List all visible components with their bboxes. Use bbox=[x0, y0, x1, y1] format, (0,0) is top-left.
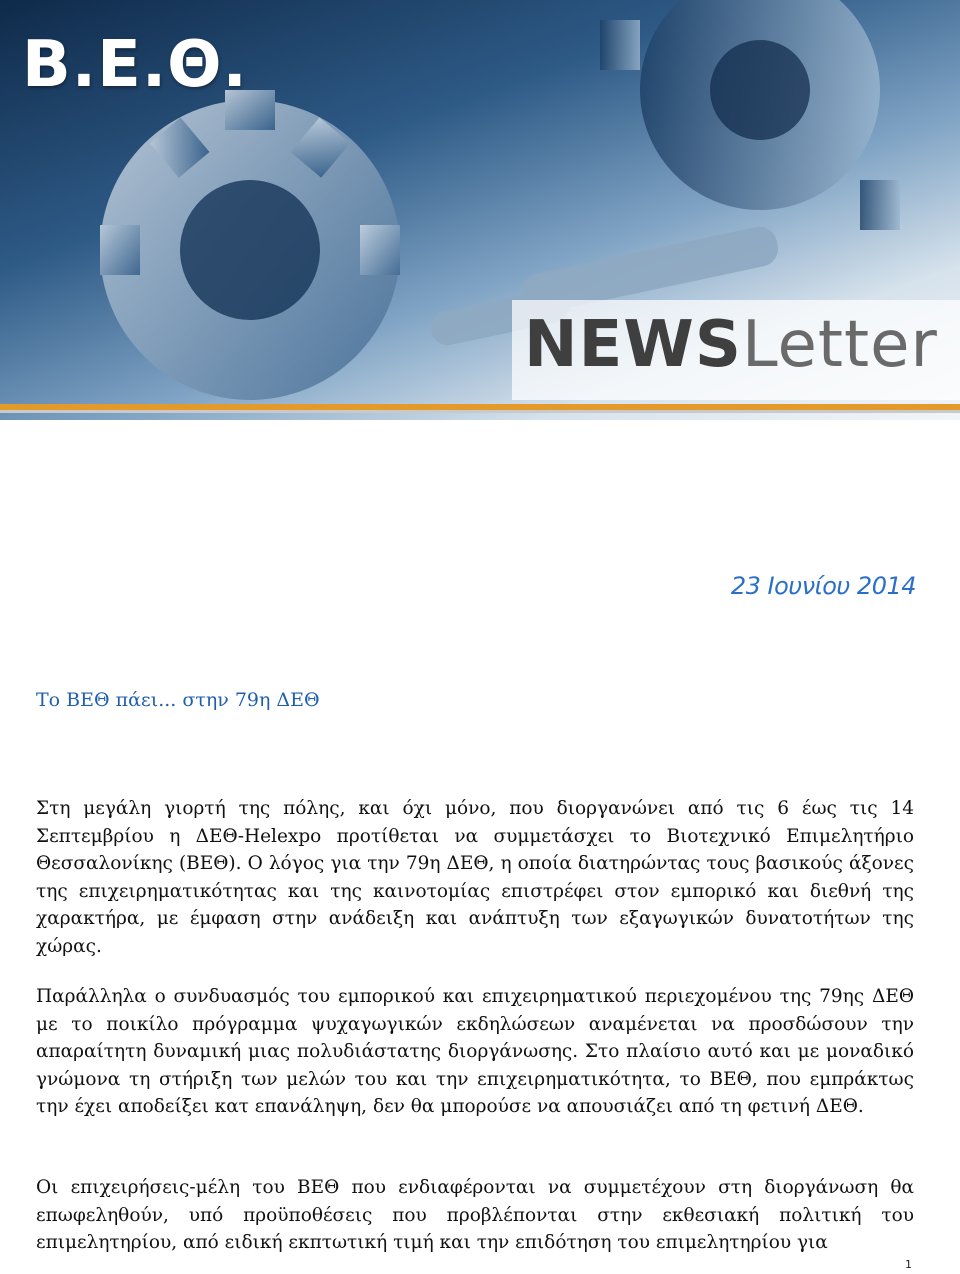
issue-date: 23 Ιουνίου 2014 bbox=[730, 572, 916, 600]
newsletter-title-bold: NEWS bbox=[524, 308, 742, 382]
article-headline: Το ΒΕΘ πάει... στην 79η ΔΕΘ bbox=[36, 689, 320, 711]
article-paragraph: Στη μεγάλη γιορτή της πόλης, και όχι μόνο, που διοργανώνει από τις 6 έως τις 14 Σεπτεμβρίου η ΔΕΘ-Helexpo προτίθεται να συμμετάσχει το Βιοτεχνικό Επιμελητήριο Θεσσαλονίκης (ΒΕΘ). Ο λόγος για την 79η ΔΕΘ, η οποία διατηρώντας τους βασικούς άξονες της επιχειρηματικότητας και της καινοτομίας επιστρέφει στον εμπορικό και διεθνή της χαρακτήρα, με έμφαση στην ανάδειξη και ανάπτυξη των εξαγωγικών δυνατοτήτων της χώρας. bbox=[36, 798, 914, 957]
article-paragraph: Παράλληλα ο συνδυασμός του εμπορικού και επιχειρηματικού περιεχομένου της 79ης ΔΕΘ με το ποικίλο πρόγραμμα ψυχαγωγικών εκδηλώσεων αναμένεται να προσδώσουν την απαραίτητη δυναμική μιας πολυδιάστατης διοργάνωσης. Στο πλαίσιο αυτό και με μοναδικό γνώμονα τη στήριξη των μελών του και την επιχειρηματικότητα, το ΒΕΘ, που εμπράκτως την έχει αποδείξει κατ επανάληψη, δεν θα μπορούσε να απουσιάζει από τη φετινή ΔΕΘ. bbox=[36, 986, 914, 1117]
article-paragraph: Οι επιχειρήσεις-μέλη του ΒΕΘ που ενδιαφέρονται να συμμετέχουν στη διοργάνωση θα επωφεληθούν, υπό προϋποθέσεις που προβλέπονται στην εκθεσιακή πολιτική του επιμελητηρίου, από ειδική εκπτωτική τιμή και την επιδότηση του επιμελητηρίου για bbox=[36, 1177, 914, 1253]
newsletter-title bbox=[524, 308, 938, 382]
header-banner bbox=[0, 0, 960, 420]
newsletter-title-rest: Letter bbox=[741, 308, 938, 382]
banner-divider bbox=[0, 410, 960, 413]
beth-logo: Β.Ε.Θ. bbox=[22, 28, 248, 102]
page-number: 1 bbox=[905, 1258, 912, 1271]
